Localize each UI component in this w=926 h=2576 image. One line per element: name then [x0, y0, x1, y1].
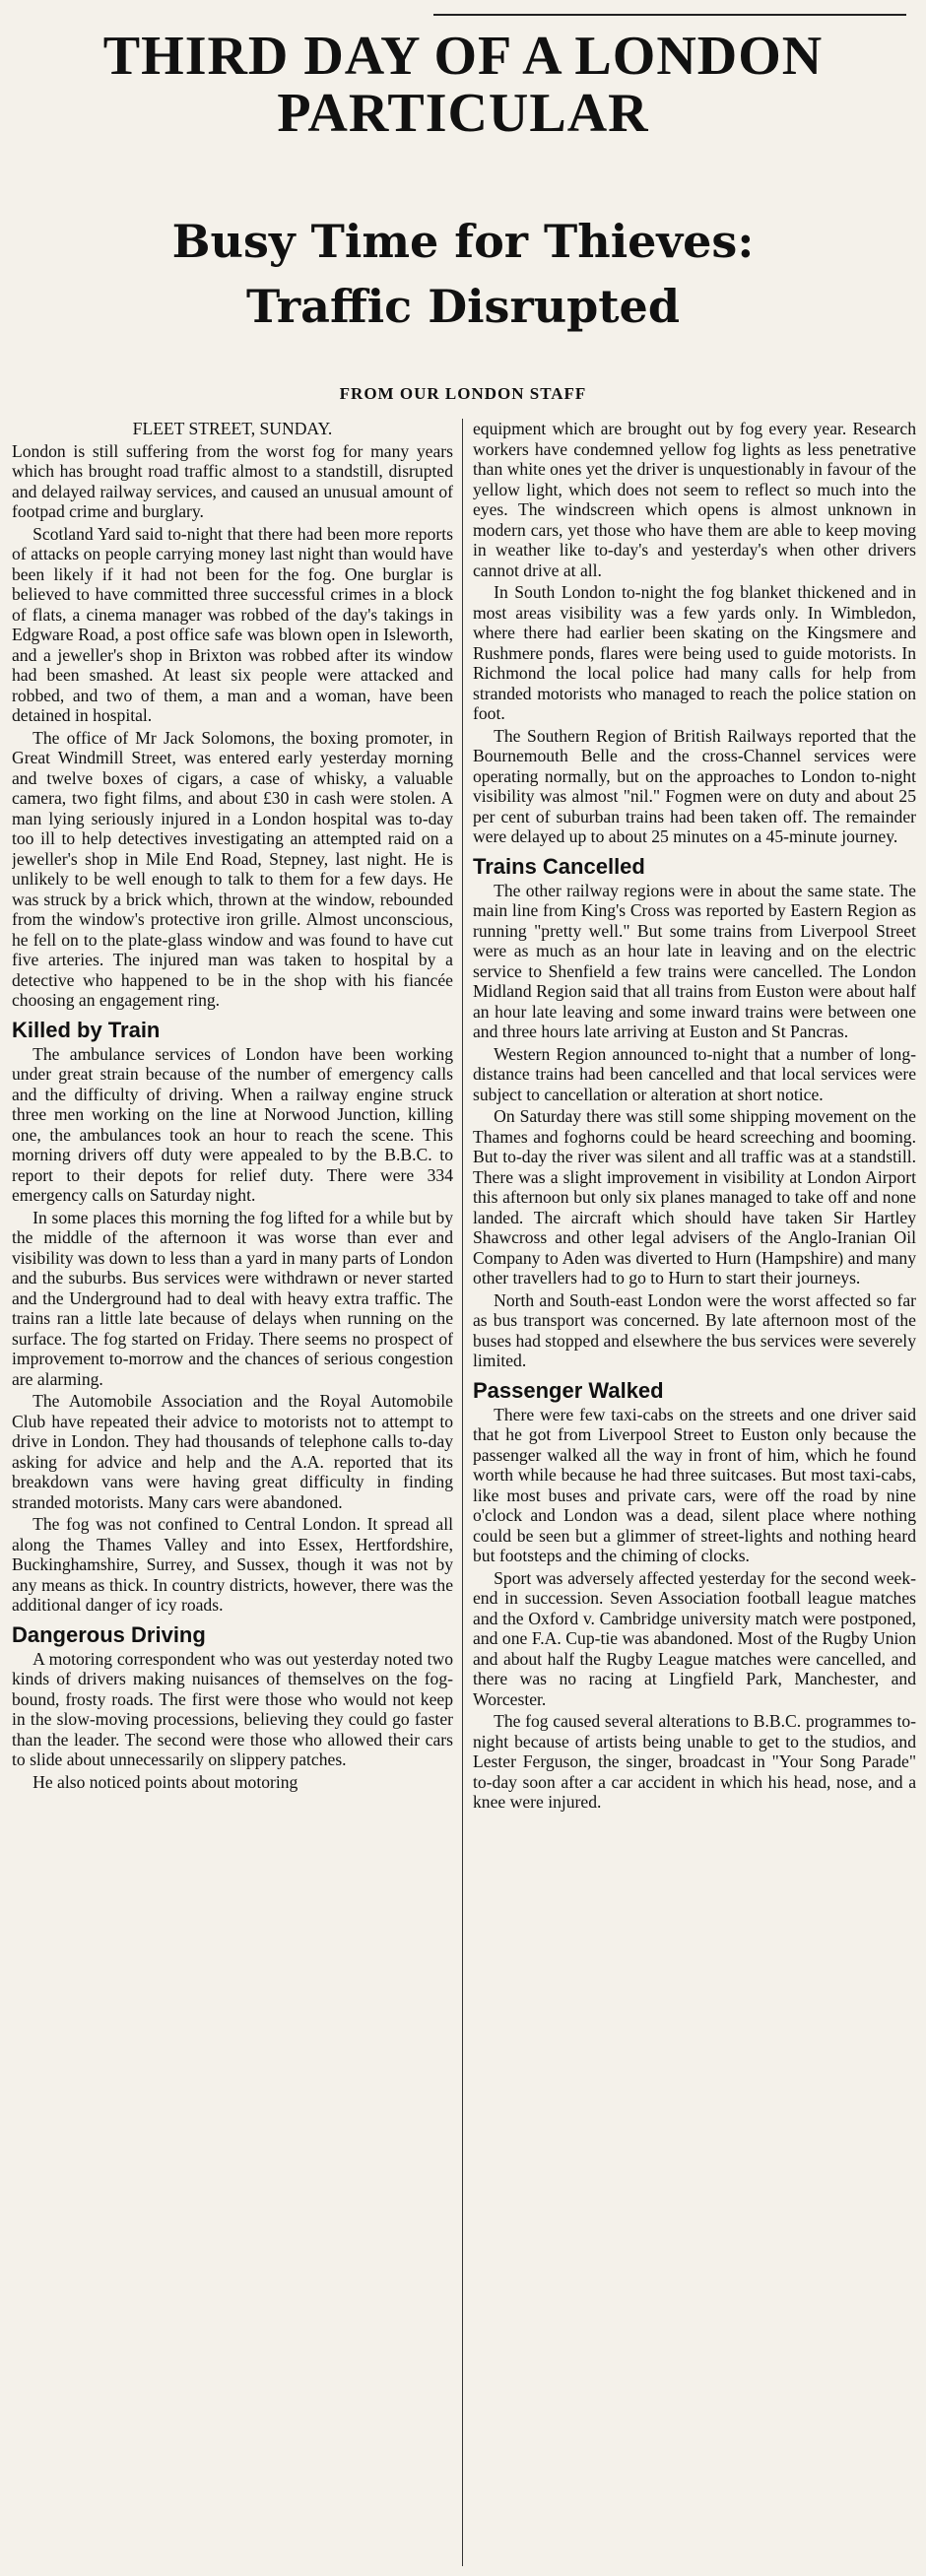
article-paragraph: In South London to-night the fog blanket thickened and in most areas visibility was a few yards only. In Wimbledon, where there had earlier been skating on the Kingsmere and Rushmere ponds, flares were being used to guide motorists. In Richmond the local police had many calls for help from stranded motorists who managed to reach the police station on foot. — [473, 582, 916, 723]
column-rule — [462, 419, 463, 2566]
article-paragraph: On Saturday there was still some shipping movement on the Thames and foghorns could be heard screeching and booming. But to-day the river was silent and all traffic was at a standstill. There was a slight improvement in visibility at London Airport this afternoon but only six planes managed to take off and none landed. The aircraft which should have taken Sir Hartley Shawcross and other legal advisers of the Anglo-Iranian Oil Company to Aden was diverted to Hurn (Hampshire) and many other travellers had to go to Hurn to start their journeys. — [473, 1106, 916, 1288]
section-heading: Dangerous Driving — [12, 1621, 206, 1647]
article-paragraph: London is still suffering from the worst fog for many years which has brought road traffic almost to a standstill, disrupted and delayed railway services, and caused an unusual amount of footpad crime and burglary. — [12, 440, 453, 521]
article-paragraph: equipment which are brought out by fog every year. Research workers have condemned yellow fog lights as less penetrative than white ones yet the driver is unquestionably in favour of the yellow light, which does not seem to reflect so much into the eyes. The windscreen which opens is almost unknown in modern cars, yet those who have them are able to keep moving in weather like to-day's and yesterday's when other drivers cannot drive at all. — [473, 419, 916, 580]
subheadline — [0, 209, 926, 339]
article-paragraph: The Southern Region of British Railways reported that the Bournemouth Belle and the cross-Channel services were operating normally, but on the approaches to London to-night visibility was almost "nil." Fogmen were on duty and about 25 per cent of suburban trains had been taken off. The remainder were delayed up to about 25 minutes on a 45-minute journey. — [473, 725, 916, 846]
article-paragraph: North and South-east London were the worst affected so far as bus transport was concerned. By late afternoon most of the buses had stopped and elsewhere the bus services were severely limited. — [473, 1289, 916, 1370]
headline-line-1: THIRD DAY OF A LONDON — [102, 26, 824, 87]
headline-line-2: PARTICULAR — [277, 83, 649, 144]
article-paragraph: The other railway regions were in about the same state. The main line from King's Cross was reported by Eastern Region as running "pretty well." But some trains from Liverpool Street were as much as an hour late in leaving and on the electric service to Shenfield a few trains were cancelled. The London Midland Region said that all trains from Euston were about half an hour late leaving and some inward trains were between one and three hours late arriving at Euston and St Pancras. — [473, 880, 916, 1041]
article-paragraph: There were few taxi-cabs on the streets and one driver said that he got from Liverpool Street to Euston only because the passenger walked all the way in front of him, which he found worth while because he had three suitcases. But most taxi-cabs, like most buses and private cars, were off the road by nine o'clock and London was a dead, silent place where nothing could be seen but a glimmer of street-lights and nothing heard but footsteps and the chiming of clocks. — [473, 1404, 916, 1565]
article-paragraph: Western Region announced to-night that a number of long-distance trains had been cancelled and that local services were subject to cancellation or alteration at short notice. — [473, 1043, 916, 1104]
section-heading: Passenger Walked — [473, 1377, 664, 1403]
article-paragraph: The fog was not confined to Central London. It spread all along the Thames Valley and into Essex, Hertfordshire, Buckinghamshire, Surrey, and Sussex, though it was not by any means as thick. In country districts, however, there was the additional danger of icy roads. — [12, 1514, 453, 1615]
article-paragraph: The fog caused several alterations to B.B.C. programmes to-night because of artists being unable to get to the studios, and Lester Ferguson, the singer, broadcast in "Your Song Parade" to-day soon after a car accident in which his head, nose, and a knee were injured. — [473, 1711, 916, 1812]
byline: FROM OUR LONDON STAFF — [339, 384, 587, 403]
right-column — [473, 419, 916, 2566]
article-paragraph: He also noticed points about motoring — [33, 1771, 298, 1792]
article-paragraph: The Automobile Association and the Royal Automobile Club have repeated their advice to motorists not to attempt to drive in London. They had thousands of telephone calls to-day asking for advice and help and the A.A. reported that its breakdown vans were having great difficulty in finding stranded motorists. Many cars were abandoned. — [12, 1391, 453, 1512]
headline — [0, 28, 926, 142]
section-heading: Killed by Train — [12, 1017, 161, 1042]
section-heading: Trains Cancelled — [473, 853, 645, 879]
dateline: FLEET STREET, SUNDAY. — [132, 419, 333, 438]
article-paragraph: The ambulance services of London have been working under great strain because of the number of emergency calls and the difficulty of driving. When a railway engine struck three men working on the line at Norwood Junction, killing one, the ambulances took an hour to reach the scene. This morning drivers off duty were appealed to by the B.B.C. to report to their depots for relief duty. There were 334 emergency calls on Saturday night. — [12, 1043, 453, 1205]
subheadline-line-2: Traffic Disrupted — [246, 280, 680, 333]
article-paragraph: In some places this morning the fog lifted for a while but by the middle of the afternoon it was worse than ever and visibility was down to less than a yard in many parts of London and the suburbs. Bus services were withdrawn or never started and the Underground had to deal with heavy extra traffic. The trains ran a little late because of delays when running on the surface. The fog started on Friday. There seems no prospect of improvement to-morrow and the chances of serious congestion are alarming. — [12, 1207, 453, 1389]
article-paragraph: A motoring correspondent who was out yesterday noted two kinds of drivers making nuisances of themselves on the fog-bound, frosty roads. The first were those who would not keep in the slow-moving processions, believing they could go faster than the leader. The second were those who allowed their cars to slide about unnecessarily on slippery patches. — [12, 1648, 453, 1769]
article-paragraph: Scotland Yard said to-night that there had been more reports of attacks on people carrying money last night than would have been likely if it had not been for the fog. One burglar is believed to have committed three successful crimes in a block of flats, a cinema manager was robbed of the day's takings in Edgware Road, a post office safe was blown open in Isleworth, and a jeweller's shop in Brixton was robbed after its window had been smashed. At least six people were attacked and robbed, and two of them, a man and a woman, have been detained in hospital. — [12, 523, 453, 725]
top-strip — [433, 0, 906, 16]
subheadline-line-1: Busy Time for Thieves: — [171, 215, 755, 268]
left-column — [12, 419, 453, 2566]
article-paragraph: Sport was adversely affected yesterday for the second week-end in succession. Seven Association football league matches and the Oxford v. Cambridge university match were postponed, and one F.A. Cup-tie was abandoned. Most of the Rugby Union and about half the Rugby League matches were cancelled, and there was no racing at Lingfield Park, Manchester, and Worcester. — [473, 1567, 916, 1709]
article-paragraph: The office of Mr Jack Solomons, the boxing promoter, in Great Windmill Street, was entered early yesterday morning and twelve boxes of cigars, a case of whisky, a valuable camera, two fight films, and about £30 in cash were stolen. A man lying seriously injured in a London hospital was to-day too ill to help detectives investigating an attempted raid on a jeweller's shop in Mile End Road, Stepney, last night. He is unlikely to be well enough to talk to them for a few days. He was struck by a brick which, thrown at the window, rebounded from the window's protective iron grille. Almost unconscious, he fell on to the plate-glass window and was found to have cut five arteries. The injured man was taken to hospital by a detective who happened to be in the shop with his fiancée choosing an engagement ring. — [12, 727, 453, 1010]
